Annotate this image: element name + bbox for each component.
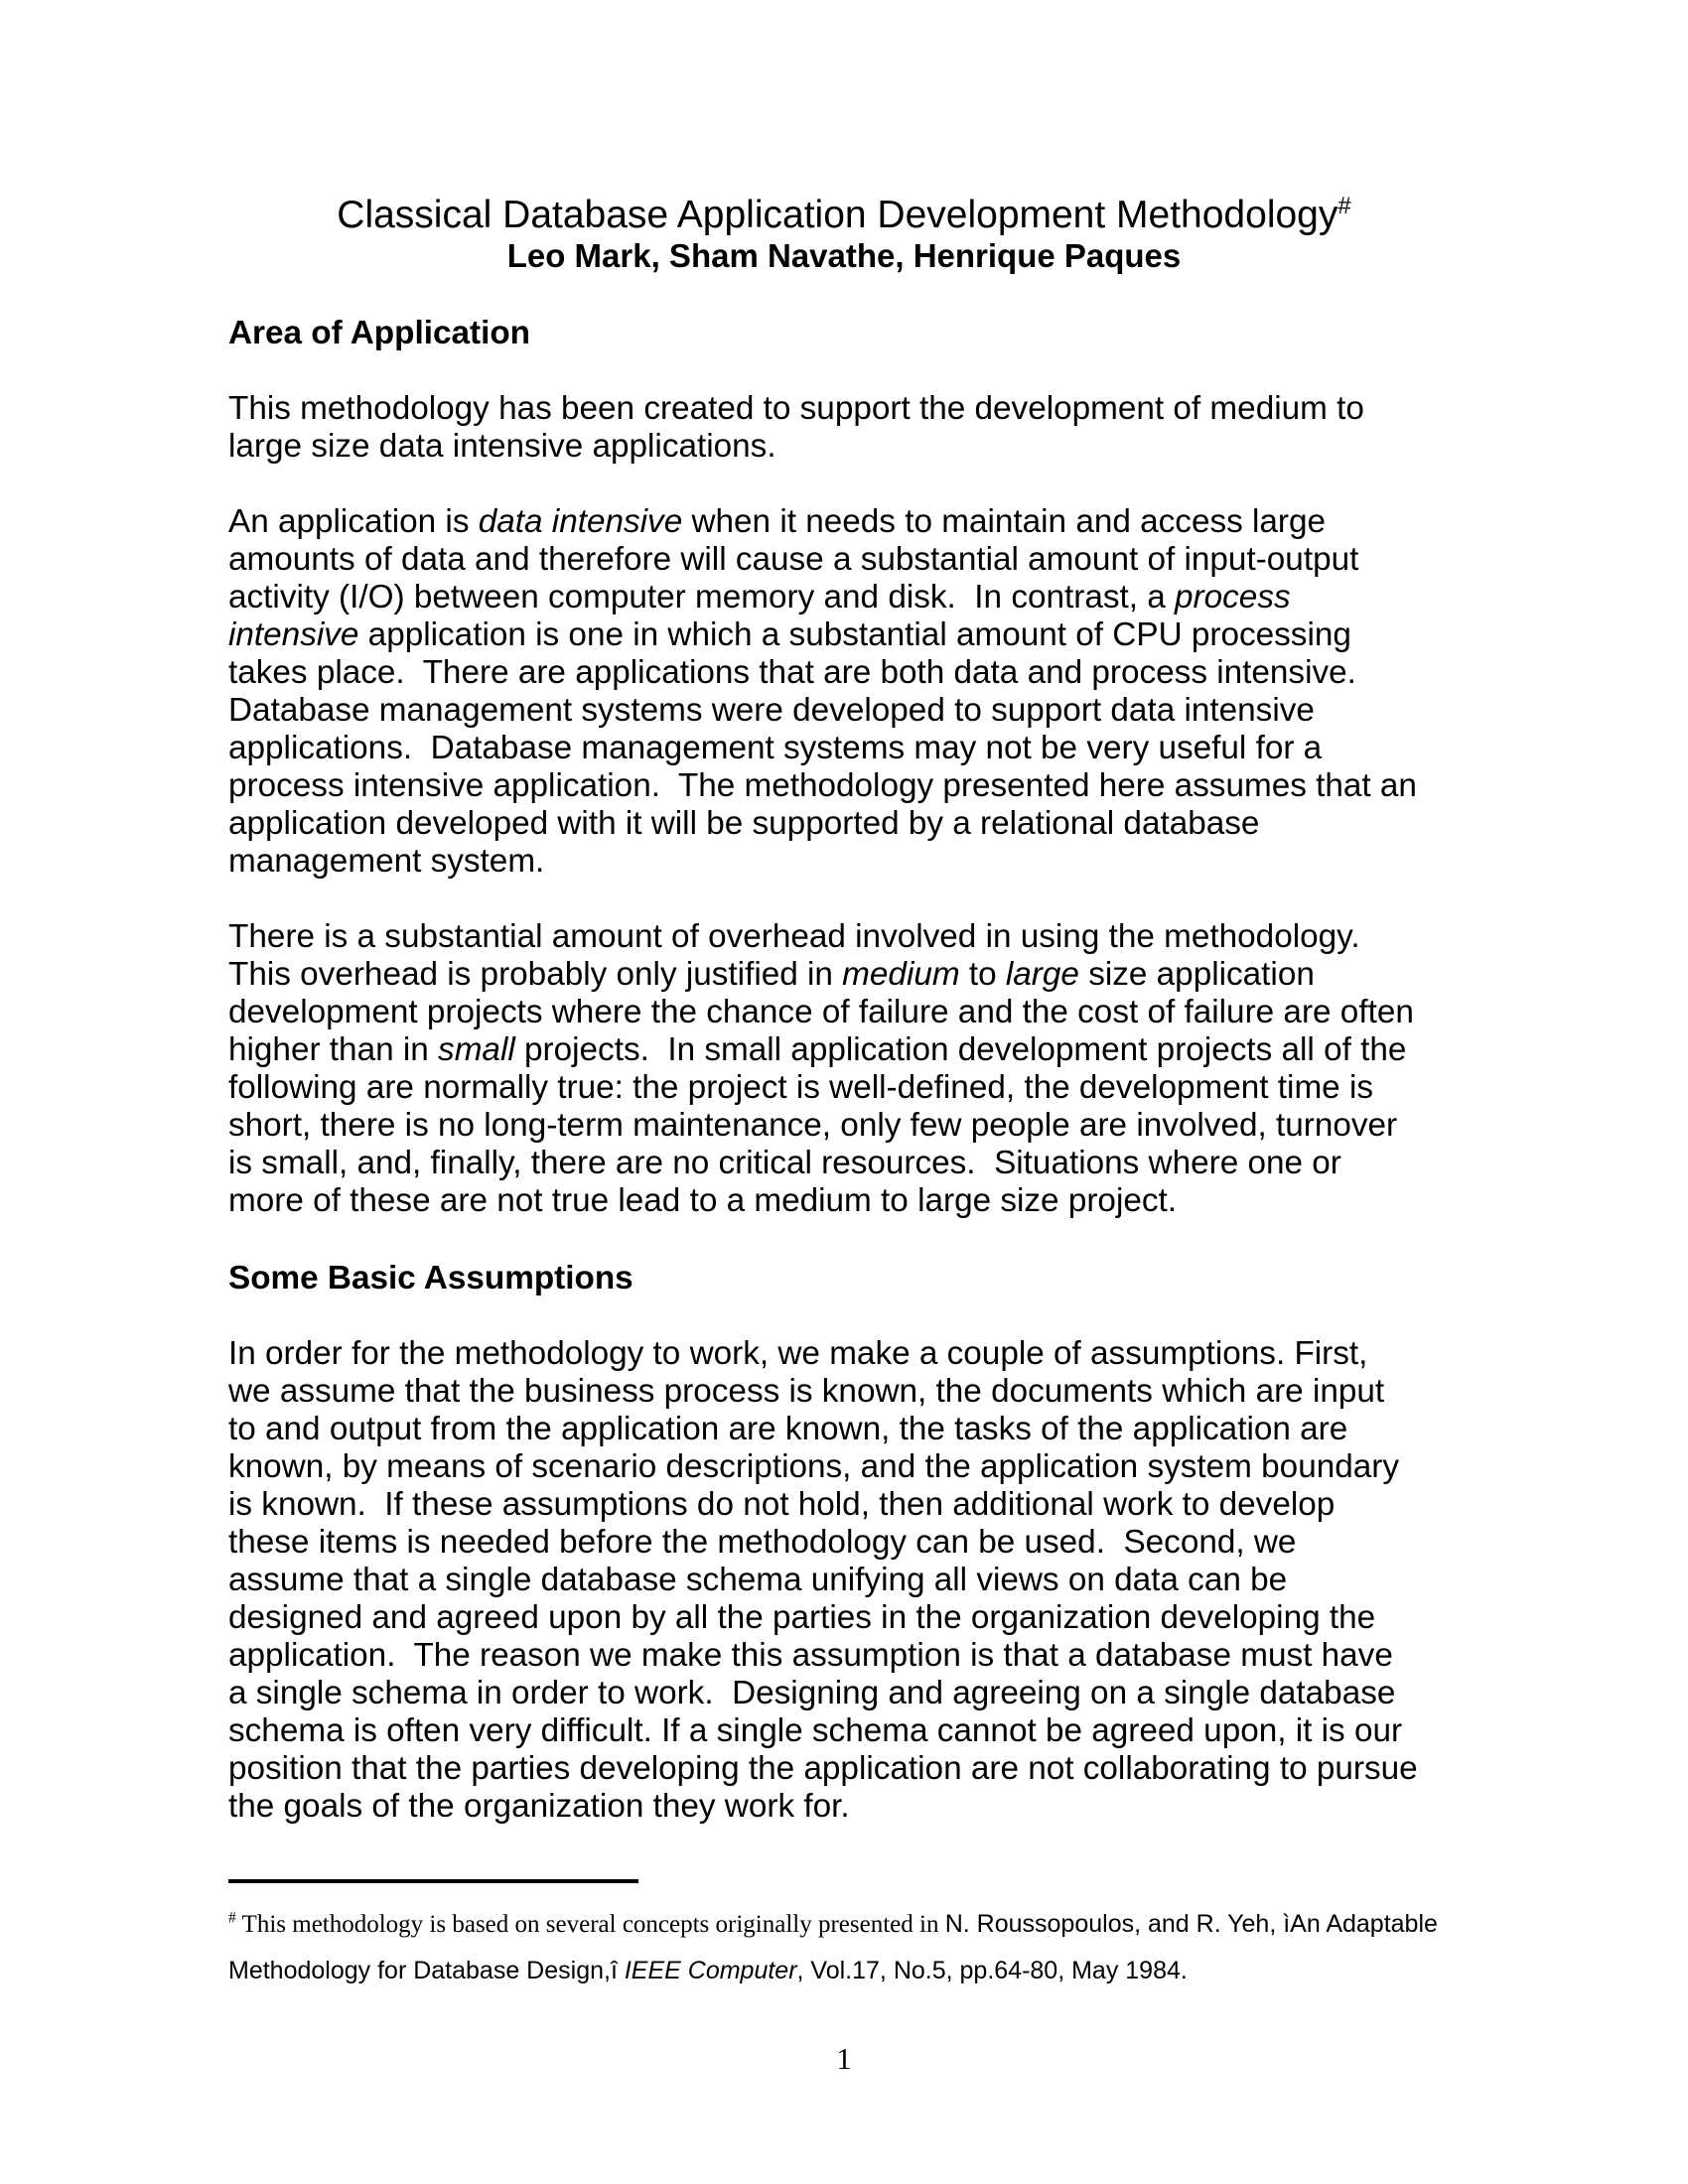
text-segment: # (228, 1909, 236, 1927)
document-body (228, 194, 1460, 1826)
footnote-area (228, 1879, 1460, 1994)
text-segment: N. Roussopoulos, and R. Yeh, ìAn Adaptable Methodology for Database Design,î (228, 1910, 1445, 1984)
text-segment: This methodology is based on several concepts originally presented in (235, 1911, 945, 1938)
text-segment: There is a substantial amount of overhead involved in using the methodology. This overhead is probably only justified in (228, 918, 1378, 993)
paragraph (228, 918, 1424, 1220)
document-title-text: Classical Database Application Development Methodology (337, 194, 1338, 236)
footnote (228, 1901, 1460, 1994)
text-segment: large (1005, 956, 1079, 993)
text-segment: application is one in which a substantial amount of CPU processing takes place. There are applications that are both data and process intensive. Database management systems were developed to support data intensive applications. Database management systems may not be very useful for a process intensive application. The methodology presented here assumes that an application developed with it will be supported by a relational database management system. (228, 616, 1427, 880)
section-heading-area-of-application: Area of Application (228, 315, 531, 351)
text-segment: projects. In small application development projects all of the following are normally true: the project is well-defined, the development time is short, there is no long-term maintenance, only few people are involved, turnover is small, and, finally, there are no critical resources. Situations where one or more of these are not true lead to a medium to large size project. (228, 1031, 1416, 1219)
page-number: 1 (836, 2041, 852, 2076)
text-segment: , Vol.17, No.5, pp.64-80, May 1984. (796, 1957, 1188, 1984)
text-segment: to (959, 956, 1006, 993)
text-segment: In order for the methodology to work, we make a couple of assumptions. First, we assume that the business process is known, the documents which are input to and output from the application are known, the tasks of the application are known, by means of scenario descriptions, and the application system boundary is known. If these assumptions do not hold, then additional work to develop these items is needed before the methodology can be used. Second, we assume that a single database schema unifying all views on data can be designed and agreed upon by all the parties in the organization developing the application. The reason we make this assumption is that a database must have a single schema in order to work. Designing and agreeing on a single database schema is often very difficult. If a single schema cannot be agreed upon, it is our position that the parties developing the application are not collaborating to pursue the goals of the organization they work for. (228, 1335, 1427, 1825)
paragraph (228, 1335, 1427, 1826)
paragraph (228, 503, 1427, 881)
footnote-separator-rule (228, 1879, 638, 1883)
section-heading-some-basic-assumptions: Some Basic Assumptions (228, 1260, 633, 1297)
paragraph (228, 390, 1419, 466)
text-segment: size application development projects where the chance of failure and the cost of failure are often higher than in (228, 956, 1424, 1068)
text-segment: process intensive (228, 579, 1300, 653)
authors-line: Leo Mark, Sham Navathe, Henrique Paques (506, 237, 1182, 274)
text-segment: medium (842, 956, 960, 993)
text-segment: This methodology has been created to support the development of medium to large size data intensive applications. (228, 390, 1374, 465)
text-segment: An application is (228, 503, 479, 540)
text-segment: when it needs to maintain and access large amounts of data and therefore will cause a substantial amount of input-output activity (I/O) between computer memory and disk. In contrast, a (228, 503, 1368, 615)
document-title (228, 194, 1460, 237)
title-footnote-marker: # (1337, 193, 1351, 219)
text-segment: small (438, 1031, 515, 1068)
text-segment: IEEE Computer (624, 1957, 797, 1984)
text-segment: data intensive (478, 503, 683, 540)
